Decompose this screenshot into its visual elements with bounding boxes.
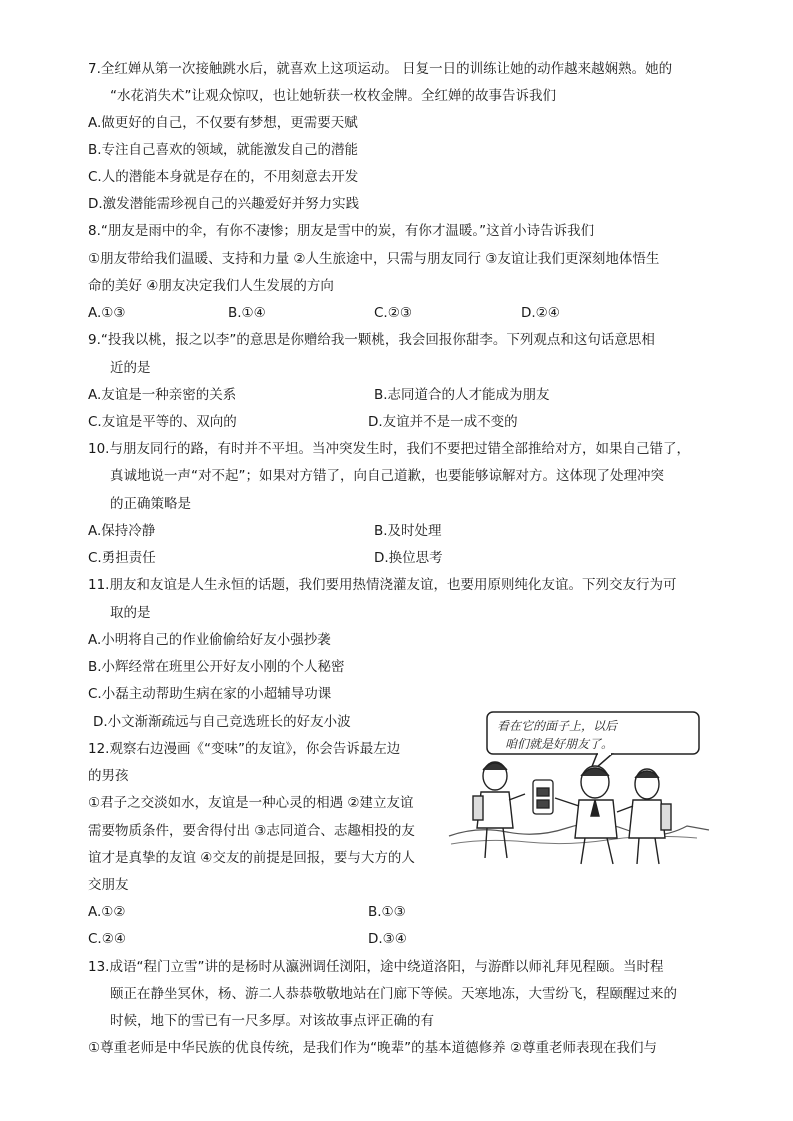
q12-statements-line3: 谊才是真挚的友谊 ④交友的前提是回报，要与大方的人 (88, 850, 415, 866)
q13-stem-line2: 颐正在静坐冥休，杨、游二人恭恭敬敬地站在门廊下等候。天寒地冻，大雪纷飞，程颐醒过来的 (110, 986, 677, 1002)
q11-option-c: C.小磊主动帮助生病在家的小超辅导功课 (88, 686, 332, 702)
q7-option-c: C.人的潜能本身就是存在的，不用刻意去开发 (88, 169, 359, 185)
q12-statements-line1: ①君子之交淡如水，友谊是一种心灵的相遇 ②建立友谊 (88, 795, 414, 811)
q8-statements-line1: ①朋友带给我们温暖、支持和力量 ②人生旅途中，只需与朋友同行 ③友谊让我们更深刻地体悟生 (88, 251, 660, 267)
q13-statements-line1: ①尊重老师是中华民族的优良传统，是我们作为“晚辈”的基本道德修养 ②尊重老师表现在我们与 (88, 1040, 657, 1056)
drink-can (533, 780, 553, 814)
left-boy (473, 762, 525, 858)
q12-stem-line1: 12.观察右边漫画《“变味”的友谊》，你会告诉最左边 (88, 741, 401, 757)
q8-option-b: B.①④ (228, 305, 266, 321)
q7-stem-line1: 7.全红婵从第一次接触跳水后，就喜欢上这项运动。 日复一日的训练让她的动作越来越娴熟。她的 (88, 61, 673, 77)
q8-option-a: A.①③ (88, 305, 126, 321)
q12-option-c: C.②④ (88, 931, 126, 947)
q12-option-d: D.③④ (368, 931, 407, 947)
q10-stem-line1: 10.与朋友同行的路，有时并不平坦。当冲突发生时，我们不要把过错全部推给对方，如果自己错了， (88, 441, 690, 457)
q7-option-b: B.专注自己喜欢的领域，就能激发自己的潜能 (88, 142, 359, 158)
cartoon-speech-line1: 看在它的面子上，以后 (497, 719, 618, 733)
friendship-cartoon (447, 708, 711, 868)
q9-stem-line1: 9.“投我以桃，报之以李”的意思是你赠给我一颗桃，我会回报你甜李。下列观点和这句话意思相 (88, 332, 655, 348)
q10-option-a: A.保持冷静 (88, 523, 156, 539)
q10-option-b: B.及时处理 (374, 523, 442, 539)
q7-option-d: D.激发潜能需珍视自己的兴趣爱好并努力实践 (88, 196, 360, 212)
right-boy (617, 769, 671, 864)
q9-option-d: D.友谊并不是一成不变的 (368, 414, 518, 430)
q8-option-c: C.②③ (374, 305, 412, 321)
q7-stem-line2: “水花消失术”让观众惊叹，也让她斩获一枚枚金牌。全红婵的故事告诉我们 (110, 88, 556, 104)
q9-option-a: A.友谊是一种亲密的关系 (88, 387, 237, 403)
q12-option-b: B.①③ (368, 904, 406, 920)
q9-option-b: B.志同道合的人才能成为朋友 (374, 387, 550, 403)
q7-option-a: A.做更好的自己，不仅要有梦想，更需要天赋 (88, 115, 358, 131)
q13-stem-line1: 13.成语“程门立雪”讲的是杨时从瀛洲调任浏阳，途中绕道洛阳，与游酢以师礼拜见程颐。当时程 (88, 959, 664, 975)
q12-statements-line4: 交朋友 (88, 877, 129, 893)
q11-stem-line1: 11.朋友和友谊是人生永恒的话题，我们要用热情浇灌友谊，也要用原则纯化友谊。下列交友行为可 (88, 577, 677, 593)
q11-stem-line2: 取的是 (110, 605, 151, 621)
cartoon-speech-line2: 咱们就是好朋友了。 (505, 737, 614, 751)
q12-statements-line2: 需要物质条件，要舍得付出 ③志同道合、志趣相投的友 (88, 823, 415, 839)
q12-stem-line2: 的男孩 (88, 768, 129, 784)
q13-stem-line3: 时候，地下的雪已有一尺多厚。对该故事点评正确的有 (110, 1013, 434, 1029)
q11-option-b: B.小辉经常在班里公开好友小刚的个人秘密 (88, 659, 345, 675)
q8-stem: 8.“朋友是雨中的伞，有你不凄惨；朋友是雪中的炭，有你才温暖。”这首小诗告诉我们 (88, 223, 595, 239)
q10-option-d: D.换位思考 (374, 550, 443, 566)
q8-option-d: D.②④ (521, 305, 560, 321)
q12-option-a: A.①② (88, 904, 126, 920)
q10-stem-line2: 真诚地说一声“对不起”；如果对方错了，向自己道歉，也要能够谅解对方。这体现了处理冲突 (110, 468, 664, 484)
q8-statements-line2: 命的美好 ④朋友决定我们人生发展的方向 (88, 278, 334, 294)
q9-stem-line2: 近的是 (110, 360, 151, 376)
q11-option-a: A.小明将自己的作业偷偷给好友小强抄袭 (88, 632, 331, 648)
cartoon-illustration (447, 708, 711, 868)
q11-option-d: D.小文渐渐疏远与自己竞选班长的好友小波 (93, 714, 351, 730)
q10-option-c: C.勇担责任 (88, 550, 156, 566)
q10-stem-line3: 的正确策略是 (110, 496, 191, 512)
q9-option-c: C.友谊是平等的、双向的 (88, 414, 237, 430)
middle-boy (555, 766, 617, 864)
